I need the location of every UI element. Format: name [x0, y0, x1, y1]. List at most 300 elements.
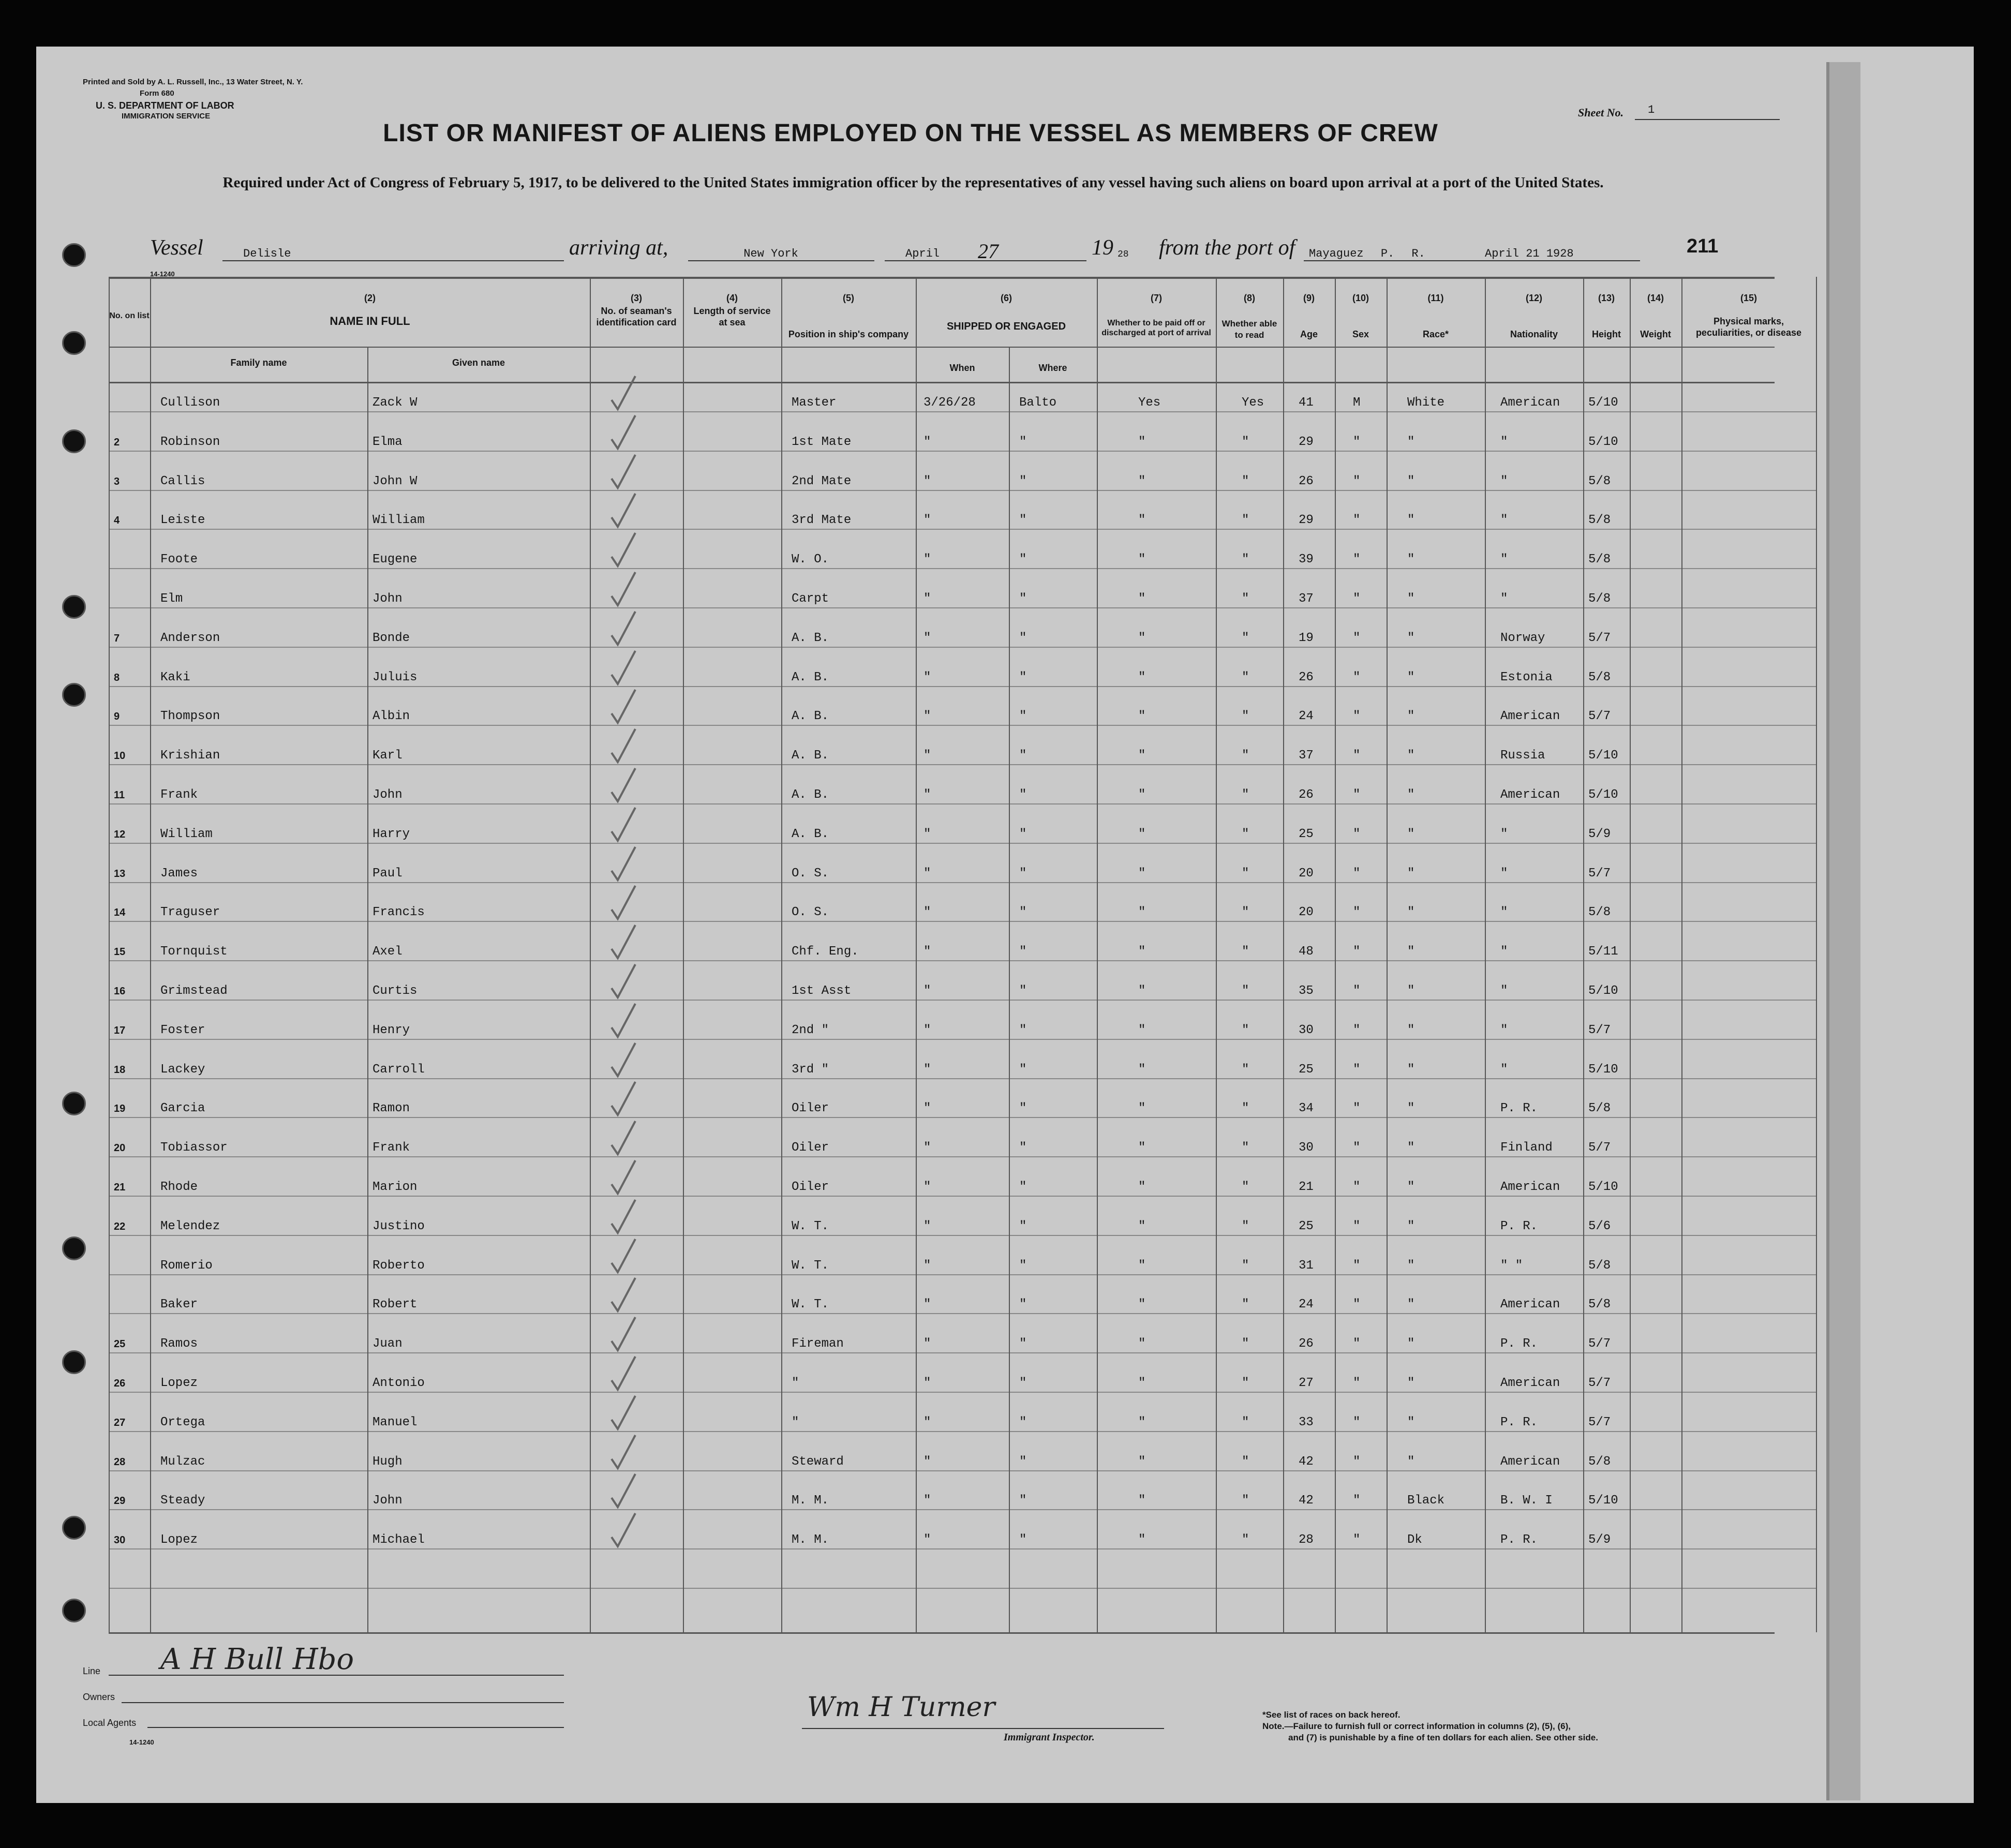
row-number: 29 — [114, 1495, 126, 1507]
sex-cell: " — [1353, 1454, 1361, 1469]
line-signature: A H Bull Hbo — [160, 1643, 354, 1676]
col7-number: (7) — [1151, 293, 1162, 303]
check-mark-icon — [610, 414, 636, 451]
col13-number: (13) — [1598, 293, 1615, 303]
shipped-where-cell: " — [1019, 631, 1027, 645]
where-header: Where — [1038, 363, 1067, 373]
position-cell: Oiler — [792, 1101, 829, 1116]
age-cell: 30 — [1299, 1141, 1314, 1155]
sex-cell: " — [1353, 749, 1361, 763]
row-number: 7 — [114, 632, 120, 644]
vessel-name: Delisle — [243, 247, 291, 260]
paid-off-cell: " — [1138, 1023, 1146, 1037]
family-name-cell: Frank — [160, 788, 198, 802]
nationality-cell: B. W. I — [1500, 1494, 1553, 1508]
sex-cell: M — [1353, 396, 1361, 410]
shipped-where-cell: " — [1019, 984, 1027, 998]
given-name-cell: Henry — [373, 1023, 410, 1037]
row-rule — [109, 1588, 1816, 1589]
check-mark-icon — [610, 1355, 636, 1392]
shipped-where-cell: " — [1019, 592, 1027, 606]
nationality-cell: " — [1500, 435, 1508, 449]
inspector-rule — [802, 1712, 1164, 1729]
table-row — [36, 1214, 1816, 1254]
race-cell: " — [1407, 1141, 1415, 1155]
check-mark-icon — [610, 610, 636, 647]
col11-header: Race* — [1422, 329, 1449, 339]
shipped-when-cell: " — [923, 553, 931, 567]
page-subtitle: Required under Act of Congress of February 5, 1917, to be delivered to the United States immigration officer by the representatives of any vessel having such aliens on board upon arrival at a port of the United States. — [222, 174, 1604, 191]
age-cell: 26 — [1299, 474, 1314, 488]
shipped-when-cell: " — [923, 592, 931, 606]
position-cell: A. B. — [792, 749, 829, 763]
col4-header: Length of service at sea — [693, 306, 771, 327]
age-cell: 37 — [1299, 749, 1314, 763]
given-name-cell: Marion — [373, 1180, 418, 1194]
able-to-read-cell: " — [1242, 1180, 1249, 1194]
height-cell: 5/8 — [1588, 1258, 1611, 1273]
shipped-when-cell: " — [923, 1337, 931, 1351]
nationality-cell: Russia — [1500, 749, 1545, 763]
shipped-when-cell: " — [923, 749, 931, 763]
position-cell: " — [792, 1376, 799, 1390]
position-cell: Carpt — [792, 592, 829, 606]
row-number: 11 — [114, 789, 125, 801]
check-mark-icon — [610, 454, 636, 490]
able-to-read-cell: " — [1242, 1258, 1249, 1273]
shipped-when-cell: " — [923, 1219, 931, 1233]
able-to-read-cell: Yes — [1242, 396, 1264, 410]
given-name-cell: Karl — [373, 749, 403, 763]
check-mark-icon — [610, 1395, 636, 1431]
department: U. S. DEPARTMENT OF LABOR — [96, 100, 234, 111]
height-cell: 5/9 — [1588, 827, 1611, 841]
check-mark-icon — [610, 1120, 636, 1156]
col6-header: SHIPPED OR ENGAGED — [946, 321, 1066, 332]
height-cell: 5/7 — [1588, 631, 1611, 645]
col9-header: Age — [1300, 329, 1318, 339]
position-cell: W. T. — [792, 1258, 829, 1273]
age-cell: 21 — [1299, 1180, 1314, 1194]
nationality-cell: Estonia — [1500, 670, 1553, 684]
height-cell: 5/10 — [1588, 984, 1618, 998]
col5-number: (5) — [843, 293, 854, 303]
height-cell: 5/7 — [1588, 1023, 1611, 1037]
shipped-when-cell: " — [923, 1533, 931, 1547]
able-to-read-cell: " — [1242, 631, 1249, 645]
shipped-when-cell: " — [923, 631, 931, 645]
col3-number: (3) — [631, 293, 642, 303]
shipped-where-cell: " — [1019, 1494, 1027, 1508]
check-mark-icon — [610, 963, 636, 1000]
height-cell: 5/7 — [1588, 709, 1611, 724]
family-name-cell: Garcia — [160, 1101, 205, 1116]
row-number: 16 — [114, 986, 126, 997]
position-cell: A. B. — [792, 631, 829, 645]
shipped-where-cell: " — [1019, 670, 1027, 684]
position-cell: 3rd " — [792, 1062, 829, 1077]
col15-number: (15) — [1740, 293, 1757, 303]
given-name-cell: Roberto — [373, 1258, 425, 1273]
table-row — [36, 587, 1816, 626]
table-row — [36, 861, 1816, 901]
check-mark-icon — [610, 1316, 636, 1352]
row-number: 18 — [114, 1064, 126, 1076]
sex-cell: " — [1353, 1298, 1361, 1312]
shipped-when-cell: " — [923, 1180, 931, 1194]
able-to-read-cell: " — [1242, 592, 1249, 606]
nationality-cell: " — [1500, 905, 1508, 920]
check-mark-icon — [610, 885, 636, 921]
sex-cell: " — [1353, 905, 1361, 920]
row-number: 25 — [114, 1338, 126, 1350]
row-number: 15 — [114, 946, 126, 958]
paid-off-cell: " — [1138, 631, 1146, 645]
sex-cell: " — [1353, 709, 1361, 724]
row-number: 27 — [114, 1417, 126, 1428]
sheet-number: 1 — [1648, 103, 1655, 116]
sex-cell: " — [1353, 1415, 1361, 1429]
height-cell: 5/8 — [1588, 553, 1611, 567]
race-cell: Black — [1407, 1494, 1445, 1508]
height-cell: 5/8 — [1588, 1454, 1611, 1469]
row-number: 3 — [114, 475, 120, 487]
position-cell: Oiler — [792, 1180, 829, 1194]
given-name-cell: Francis — [373, 905, 425, 920]
row-number: 14 — [114, 907, 126, 919]
table-bottom-rule — [109, 1632, 1775, 1634]
punch-hole — [62, 331, 86, 355]
check-mark-icon — [610, 1042, 636, 1078]
table-row — [36, 979, 1816, 1018]
shipped-where-cell: " — [1019, 1258, 1027, 1273]
shipped-where-cell: " — [1019, 945, 1027, 959]
table-row — [36, 822, 1816, 861]
sex-cell: " — [1353, 1494, 1361, 1508]
col13-header: Height — [1592, 329, 1621, 339]
race-cell: " — [1407, 827, 1415, 841]
height-cell: 5/10 — [1588, 1180, 1618, 1194]
nationality-cell: " — [1500, 513, 1508, 528]
shipped-when-cell: " — [923, 709, 931, 724]
able-to-read-cell: " — [1242, 788, 1249, 802]
given-name-cell: John — [373, 788, 403, 802]
height-cell: 5/8 — [1588, 474, 1611, 488]
race-cell: " — [1407, 1415, 1415, 1429]
given-name-cell: Juan — [373, 1337, 403, 1351]
shipped-when-cell: " — [923, 905, 931, 920]
sex-cell: " — [1353, 553, 1361, 567]
shipped-where-cell: " — [1019, 1337, 1027, 1351]
sex-cell: " — [1353, 1023, 1361, 1037]
sex-cell: " — [1353, 631, 1361, 645]
table-row — [36, 1410, 1816, 1450]
fine-note-line2: and (7) is punishable by a fine of ten dollars for each alien. See other side. — [1288, 1733, 1598, 1742]
sex-cell: " — [1353, 1533, 1361, 1547]
given-name-cell: John W — [373, 474, 418, 488]
position-cell: M. M. — [792, 1533, 829, 1547]
shipped-where-cell: " — [1019, 474, 1027, 488]
service: IMMIGRATION SERVICE — [122, 112, 211, 121]
col9-number: (9) — [1303, 293, 1315, 303]
owners-rule — [122, 1687, 564, 1703]
shipped-where-cell: " — [1019, 1180, 1027, 1194]
position-cell: 2nd " — [792, 1023, 829, 1037]
paid-off-cell: " — [1138, 1101, 1146, 1116]
col7-header: Whether to be paid off or discharged at port of arrival — [1101, 319, 1211, 337]
table-row — [36, 1175, 1816, 1214]
race-cell: " — [1407, 866, 1415, 881]
row-number: 13 — [114, 868, 126, 880]
shipped-when-cell: " — [923, 1062, 931, 1077]
race-cell: " — [1407, 553, 1415, 567]
row-number: 9 — [114, 711, 120, 723]
able-to-read-cell: " — [1242, 1494, 1249, 1508]
paid-off-cell: " — [1138, 1494, 1146, 1508]
vessel-label: Vessel — [150, 236, 203, 260]
race-cell: Dk — [1407, 1533, 1422, 1547]
position-cell: 1st Asst — [792, 984, 852, 998]
col15-header: Physical marks, peculiarities, or disease — [1695, 316, 1802, 338]
position-cell: A. B. — [792, 788, 829, 802]
given-name-cell: Hugh — [373, 1454, 403, 1469]
from-date: April 21 1928 — [1485, 247, 1574, 260]
age-cell: 27 — [1299, 1376, 1314, 1390]
given-name-cell: John — [373, 592, 403, 606]
sex-cell: " — [1353, 866, 1361, 881]
nationality-cell: " — [1500, 984, 1508, 998]
race-cell: " — [1407, 435, 1415, 449]
able-to-read-cell: " — [1242, 827, 1249, 841]
race-cell: " — [1407, 1337, 1415, 1351]
shipped-where-cell: " — [1019, 1219, 1027, 1233]
nationality-cell: " — [1500, 945, 1508, 959]
position-cell: 1st Mate — [792, 435, 852, 449]
nationality-cell: P. R. — [1500, 1415, 1538, 1429]
race-cell: " — [1407, 1219, 1415, 1233]
form-code: 14-1240 — [150, 270, 175, 278]
check-mark-icon — [610, 1277, 636, 1313]
row-number: 19 — [114, 1103, 126, 1115]
race-cell: " — [1407, 1376, 1415, 1390]
check-mark-icon — [610, 807, 636, 843]
col6-number: (6) — [1001, 293, 1012, 303]
position-cell: O. S. — [792, 866, 829, 881]
height-cell: 5/10 — [1588, 1494, 1618, 1508]
family-name-cell: James — [160, 866, 198, 881]
paid-off-cell: " — [1138, 1180, 1146, 1194]
table-row — [36, 665, 1816, 705]
height-cell: 5/9 — [1588, 1533, 1611, 1547]
nationality-cell: P. R. — [1500, 1101, 1538, 1116]
paid-off-cell: " — [1138, 788, 1146, 802]
able-to-read-cell: " — [1242, 1337, 1249, 1351]
check-mark-icon — [610, 375, 636, 411]
able-to-read-cell: " — [1242, 670, 1249, 684]
age-cell: 29 — [1299, 513, 1314, 528]
row-number: 30 — [114, 1534, 126, 1546]
family-name-cell: Foote — [160, 553, 198, 567]
given-name-cell: Harry — [373, 827, 410, 841]
able-to-read-cell: " — [1242, 866, 1249, 881]
given-name-cell: William — [373, 513, 425, 528]
shipped-where-cell: " — [1019, 1376, 1027, 1390]
paid-off-cell: " — [1138, 945, 1146, 959]
check-mark-icon — [610, 1512, 636, 1548]
check-mark-icon — [610, 1199, 636, 1235]
paid-off-cell: " — [1138, 435, 1146, 449]
age-cell: 26 — [1299, 1337, 1314, 1351]
sex-cell: " — [1353, 1062, 1361, 1077]
paid-off-cell: " — [1138, 1415, 1146, 1429]
table-row — [36, 1332, 1816, 1371]
family-name-header: Family name — [230, 357, 287, 368]
table-row — [36, 900, 1816, 940]
check-mark-icon — [610, 1473, 636, 1509]
given-name-cell: Manuel — [373, 1415, 418, 1429]
position-cell: 2nd Mate — [792, 474, 852, 488]
shipped-when-cell: " — [923, 945, 931, 959]
paid-off-cell: " — [1138, 1376, 1146, 1390]
age-cell: 20 — [1299, 866, 1314, 881]
shipped-when-cell: " — [923, 984, 931, 998]
row-number: 22 — [114, 1220, 126, 1232]
shipped-where-cell: " — [1019, 1141, 1027, 1155]
age-cell: 25 — [1299, 827, 1314, 841]
race-cell: " — [1407, 670, 1415, 684]
shipped-when-cell: " — [923, 1454, 931, 1469]
col3-header: No. of seaman's identification card — [596, 306, 677, 327]
shipped-when-cell: " — [923, 1258, 931, 1273]
when-header: When — [949, 363, 975, 373]
col4-number: (4) — [726, 293, 738, 303]
height-cell: 5/8 — [1588, 592, 1611, 606]
shipped-when-cell: " — [923, 1376, 931, 1390]
shipped-where-cell: " — [1019, 435, 1027, 449]
age-cell: 29 — [1299, 435, 1314, 449]
nationality-cell: " — [1500, 553, 1508, 567]
col-no-header: No. on list — [109, 311, 150, 320]
sex-cell: " — [1353, 1141, 1361, 1155]
shipped-when-cell: " — [923, 827, 931, 841]
shipped-where-cell: " — [1019, 1023, 1027, 1037]
check-mark-icon — [610, 1434, 636, 1470]
table-top-rule — [109, 277, 1775, 279]
row-number: 26 — [114, 1378, 126, 1389]
height-cell: 5/11 — [1588, 945, 1618, 959]
races-note: *See list of races on back hereof. — [1262, 1710, 1401, 1720]
position-cell: M. M. — [792, 1494, 829, 1508]
able-to-read-cell: " — [1242, 553, 1249, 567]
position-cell: A. B. — [792, 670, 829, 684]
footer-form-code: 14-1240 — [129, 1738, 154, 1746]
table-row — [36, 743, 1816, 783]
shipped-where-cell: " — [1019, 1454, 1027, 1469]
family-name-cell: Robinson — [160, 435, 220, 449]
nationality-cell: " — [1500, 474, 1508, 488]
table-row — [36, 783, 1816, 822]
paid-off-cell: " — [1138, 866, 1146, 881]
shipped-where-cell: " — [1019, 1101, 1027, 1116]
given-name-cell: Zack W — [373, 396, 418, 410]
from-port-label: from the port of — [1159, 236, 1295, 260]
arrival-month: April — [905, 247, 940, 260]
nationality-cell: " — [1500, 827, 1508, 841]
age-cell: 31 — [1299, 1258, 1314, 1273]
table-row — [36, 1254, 1816, 1293]
family-name-cell: Rhode — [160, 1180, 198, 1194]
check-mark-icon — [610, 846, 636, 882]
line-label: Line — [83, 1666, 101, 1676]
column-rule — [1816, 277, 1817, 1632]
check-mark-icon — [610, 1081, 636, 1117]
family-name-cell: Krishian — [160, 749, 220, 763]
check-mark-icon — [610, 924, 636, 960]
paid-off-cell: " — [1138, 1219, 1146, 1233]
row-number: 28 — [114, 1456, 126, 1468]
sex-cell: " — [1353, 1376, 1361, 1390]
shipped-when-cell: " — [923, 435, 931, 449]
table-row — [36, 626, 1816, 665]
paid-off-cell: " — [1138, 709, 1146, 724]
table-row — [36, 1371, 1816, 1410]
race-cell: " — [1407, 945, 1415, 959]
age-cell: 33 — [1299, 1415, 1314, 1429]
age-cell: 37 — [1299, 592, 1314, 606]
nationality-cell: American — [1500, 1298, 1560, 1312]
family-name-cell: Tobiassor — [160, 1141, 228, 1155]
height-cell: 5/7 — [1588, 1415, 1611, 1429]
family-name-cell: Lopez — [160, 1533, 198, 1547]
col2-number: (2) — [364, 293, 376, 303]
race-cell: " — [1407, 905, 1415, 920]
able-to-read-cell: " — [1242, 1141, 1249, 1155]
table-row — [36, 508, 1816, 547]
shipped-where-cell: Balto — [1019, 396, 1057, 410]
table-row — [36, 469, 1816, 509]
family-name-cell: Leiste — [160, 513, 205, 528]
family-name-cell: Callis — [160, 474, 205, 488]
family-name-cell: Steady — [160, 1494, 205, 1508]
sheet-label: Sheet No. — [1578, 106, 1623, 119]
table-row — [36, 547, 1816, 587]
able-to-read-cell: " — [1242, 1298, 1249, 1312]
given-name-cell: Carroll — [373, 1062, 425, 1077]
given-name-cell: Ramon — [373, 1101, 410, 1116]
nationality-cell: American — [1500, 396, 1560, 410]
sex-cell: " — [1353, 1258, 1361, 1273]
race-cell: " — [1407, 1298, 1415, 1312]
col10-number: (10) — [1352, 293, 1369, 303]
table-row — [36, 1136, 1816, 1175]
race-cell: " — [1407, 984, 1415, 998]
family-name-cell: Grimstead — [160, 984, 228, 998]
header-rule — [109, 347, 1775, 348]
sheet-line — [1635, 105, 1780, 120]
height-cell: 5/7 — [1588, 1337, 1611, 1351]
age-cell: 20 — [1299, 905, 1314, 920]
family-name-cell: William — [160, 827, 213, 841]
height-cell: 5/8 — [1588, 905, 1611, 920]
row-number: 20 — [114, 1142, 126, 1154]
race-cell: " — [1407, 1101, 1415, 1116]
able-to-read-cell: " — [1242, 945, 1249, 959]
race-cell: " — [1407, 474, 1415, 488]
paid-off-cell: " — [1138, 1062, 1146, 1077]
height-cell: 5/7 — [1588, 1376, 1611, 1390]
paid-off-cell: " — [1138, 984, 1146, 998]
shipped-where-cell: " — [1019, 866, 1027, 881]
